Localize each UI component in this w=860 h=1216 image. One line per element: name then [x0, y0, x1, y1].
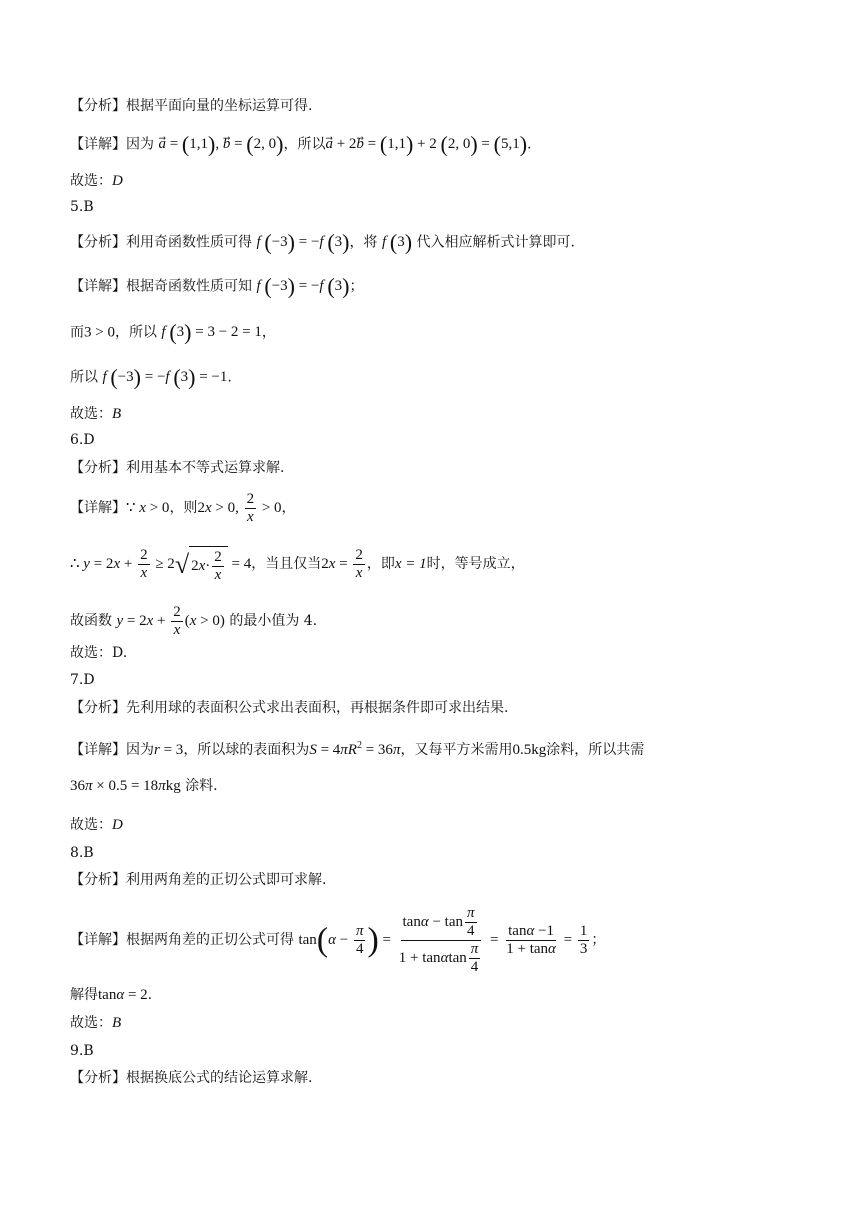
q5-line4-eq: f (−3) = −f (3) = −1 — [102, 365, 228, 390]
q7-analysis: 【分析】先利用球的表面积公式求出表面积，再根据条件即可求出结果. — [70, 700, 509, 716]
q4-sum: a⃗ + 2b⃗ = (1,1) + 2 (2, 0) = (5,1) — [325, 132, 528, 157]
q5-analysis: 【分析】利用奇函数性质可得 f (−3) = −f (3)，将 f (3) 代入相应解析式计算即可. — [70, 230, 575, 255]
q7-detail: 【详解】因为r = 3，所以球的表面积为$S = 4\pi R^2 = 36\pi$，又每平方米需用0.5kg涂料，所以共需 — [70, 740, 645, 758]
q6-ineq: ∴ y = 2x + $\frac{2}{x}$ ≥ 2 √ 2 x · $\frac{2}{x}$ = 4 — [70, 547, 252, 583]
q4-analysis: 【分析】根据平面向量的坐标运算可得. — [70, 98, 313, 114]
q8-result: tanα = 2 — [98, 987, 148, 1003]
q7-r: r = 3 — [154, 742, 184, 758]
q6-eq-cond: 2x = $\frac{2}{x}$ — [321, 547, 363, 581]
q6-heading: 6.D — [70, 432, 95, 448]
q4-answer: 故选：D — [70, 173, 123, 189]
q7-heading: 7.D — [70, 672, 95, 688]
q7-answer: 故选：D — [70, 817, 123, 833]
q5-line3: 而3 > 0，所以 f (3) = 3 − 2 = 1， — [70, 320, 276, 345]
q4-vectors: a⃗ = (1,1), b⃗ = (2, 0) — [158, 132, 284, 157]
q9-analysis: 【分析】根据换底公式的结论运算求解. — [70, 1070, 313, 1086]
q5-line3-eq: f (3) = 3 − 2 = 1 — [161, 320, 262, 345]
q6-analysis: 【分析】利用基本不等式运算求解. — [70, 460, 285, 476]
q5-detail: 【详解】根据奇函数性质可知 f (−3) = −f (3)； — [70, 274, 364, 299]
q5-answer: 故选：B — [70, 406, 122, 422]
q9-heading: 9.B — [70, 1043, 94, 1059]
q8-answer: 故选：B — [70, 1015, 122, 1031]
q6-line2: ∴ y = 2x + $\frac{2}{x}$ ≥ 2 √ 2 x · $\frac{2}{x}$ = 4，当且仅当2x = $\frac{2}{x}$ ，即x = 1时，等号成立， — [70, 547, 525, 583]
q6-detail: 【详解】∵ x > 0，则2x > 0, $\frac{2}{x}$ > 0， — [70, 491, 296, 525]
q8-line2: 解得tanα = 2. — [70, 987, 153, 1003]
q5-line4: 所以 f (−3) = −f (3) = −1. — [70, 365, 232, 390]
q5-f3: f (3) — [381, 230, 413, 255]
q5-heading: 5.B — [70, 199, 94, 215]
q8-detail: 【详解】根据两角差的正切公式可得 tan(α − $\frac{\pi}{4}$ ) = tanα − tan $\frac{\pi}{4}$ 1 + tanαtan $\frac{\pi}{4}$ = $\frac{\tan\alpha -1}{1 + \tan\alpha}$ = $\frac{1}{3}$ ； — [70, 905, 606, 976]
q6-cond2: 2x > 0, $\frac{2}{x}$ > 0 — [197, 491, 282, 525]
q5-analysis-eq: f (−3) = −f (3) — [256, 230, 350, 255]
q7-total: 36π × 0.5 = 18πkg — [70, 778, 181, 794]
q7-line2: 36π × 0.5 = 18πkg 涂料. — [70, 778, 218, 794]
q8-formula: tan(α − $\frac{\pi}{4}$ ) = tanα − tan $\frac{\pi}{4}$ 1 + tanαtan $\frac{\pi}{4}$ = $\frac{\tan\alpha -1}{1 + \tan\alpha}$ = $\frac{1}{3}$ — [298, 905, 588, 976]
q8-heading: 8.B — [70, 845, 94, 861]
q4-detail: 【详解】因为 a⃗ = (1,1), b⃗ = (2, 0)，所以a⃗ + 2b⃗ = (1,1) + 2 (2, 0) = (5,1). — [70, 132, 532, 157]
q6-cond: ∵ x > 0 — [126, 499, 170, 516]
q5-detail-eq: f (−3) = −f (3) — [256, 274, 350, 299]
q6-line3: 故函数 y = 2x + $\frac{2}{x}$ (x > 0) 的最小值为 4. — [70, 604, 318, 639]
q6-answer: 故选：D. — [70, 645, 128, 661]
q6-func: y = 2x + $\frac{2}{x}$ (x > 0) — [116, 604, 225, 639]
q8-analysis: 【分析】利用两角差的正切公式即可求解. — [70, 872, 327, 888]
q7-area: $S = 4\pi R^2 = 36\pi$ — [309, 740, 401, 758]
